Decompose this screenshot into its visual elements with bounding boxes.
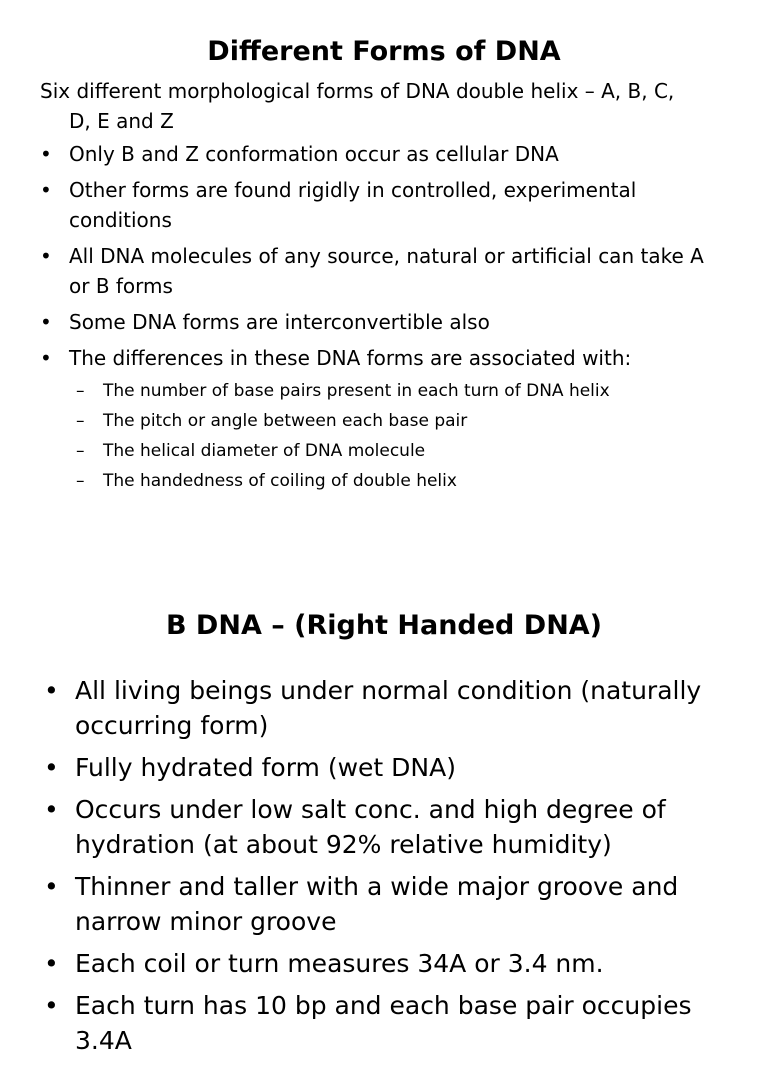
intro-line-2: D, E and Z: [69, 109, 174, 133]
dash-icon: –: [76, 471, 85, 491]
list-item-text: The differences in these DNA forms are associated with:: [69, 346, 632, 370]
bullet-list: [0, 673, 768, 1065]
intro-paragraph: [0, 72, 768, 136]
list-item-text: Each coil or turn measures 34A or 3.4 nm.: [75, 949, 604, 978]
list-item: [0, 673, 768, 750]
list-item-text: All DNA molecules of any source, natural or artificial can take A or B forms: [69, 244, 704, 298]
slide-title: Different Forms of DNA: [207, 36, 561, 67]
bullet-icon: •: [40, 310, 52, 334]
list-item: [0, 340, 768, 376]
bullet-icon: •: [44, 991, 59, 1020]
sub-list-item-text: The pitch or angle between each base pair: [103, 411, 468, 431]
list-item: [0, 136, 768, 172]
bullet-icon: •: [44, 949, 59, 978]
dash-icon: –: [76, 381, 85, 401]
bullet-icon: •: [40, 346, 52, 370]
dash-icon: –: [76, 411, 85, 431]
dash-icon: –: [76, 441, 85, 461]
list-item: [0, 238, 768, 304]
sub-bullet-list: [0, 376, 768, 496]
bullet-icon: •: [40, 142, 52, 166]
sub-list-item-text: The helical diameter of DNA molecule: [103, 441, 426, 461]
bullet-icon: •: [44, 676, 59, 705]
sub-list-item-text: The handedness of coiling of double helix: [103, 471, 457, 491]
bullet-icon: •: [44, 795, 59, 824]
sub-list-item: [0, 376, 768, 406]
list-item-text: All living beings under normal condition (naturally occurring form): [75, 676, 702, 740]
intro-line-1: Six different morphological forms of DNA double helix – A, B, C,: [40, 79, 675, 103]
list-item-text: Thinner and taller with a wide major groove and narrow minor groove: [75, 872, 679, 936]
list-item-text: Each turn has 10 bp and each base pair occupies 3.4A: [75, 991, 692, 1055]
sub-list-item: [0, 466, 768, 496]
sub-list-item-text: The number of base pairs present in each turn of DNA helix: [103, 381, 610, 401]
list-item-text: Fully hydrated form (wet DNA): [75, 753, 456, 782]
bullet-icon: •: [40, 244, 52, 268]
list-item: [0, 172, 768, 238]
list-item: [0, 869, 768, 946]
list-item-text: Some DNA forms are interconvertible also: [69, 310, 490, 334]
slide-b-dna: [0, 606, 768, 1065]
list-item-text: Occurs under low salt conc. and high degree of hydration (at about 92% relative humidity): [75, 795, 666, 859]
sub-list-item: [0, 436, 768, 466]
list-item: [0, 792, 768, 869]
bullet-icon: •: [44, 753, 59, 782]
slide-different-forms: [0, 0, 768, 496]
bullet-icon: •: [40, 178, 52, 202]
bullet-icon: •: [44, 872, 59, 901]
list-item: [0, 946, 768, 988]
bullet-list: [0, 136, 768, 376]
list-item: [0, 750, 768, 792]
list-item-text: Other forms are found rigidly in controlled, experimental conditions: [69, 178, 637, 232]
list-item: [0, 304, 768, 340]
sub-list-item: [0, 406, 768, 436]
list-item: [0, 988, 768, 1065]
slide-title: B DNA – (Right Handed DNA): [165, 610, 603, 641]
list-item-text: Only B and Z conformation occur as cellular DNA: [69, 142, 559, 166]
